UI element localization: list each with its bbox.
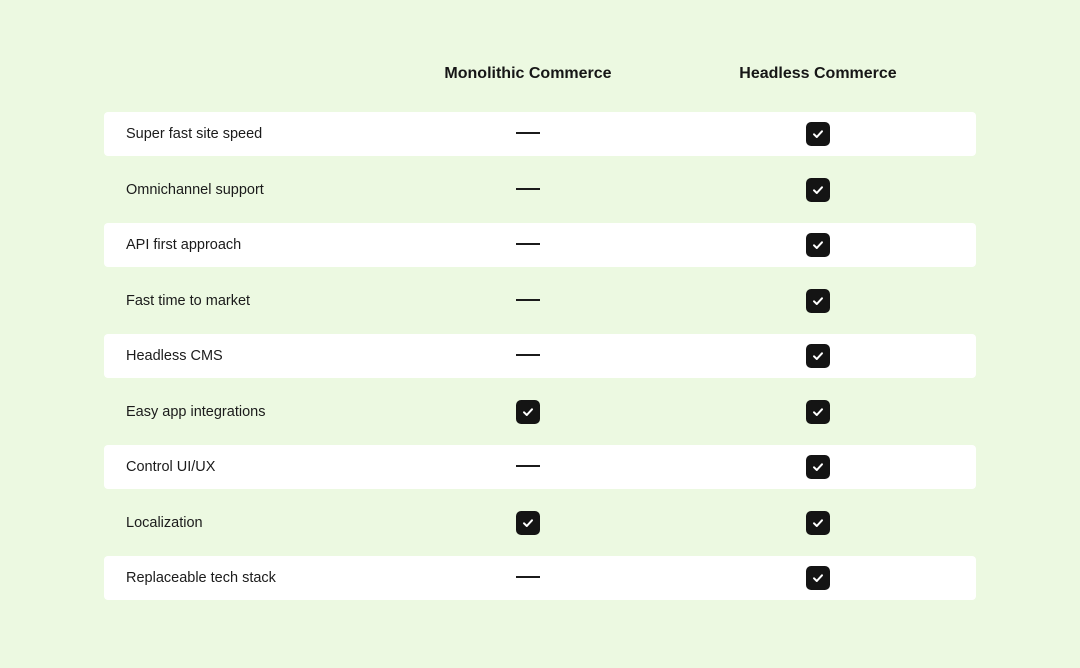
checkmark-icon xyxy=(806,122,830,146)
table-row xyxy=(104,112,976,156)
comparison-table xyxy=(104,0,976,612)
feature-label: Control UI/UX xyxy=(126,459,216,475)
cell-monolithic xyxy=(508,334,548,378)
feature-label: Replaceable tech stack xyxy=(126,570,276,586)
checkmark-icon xyxy=(806,233,830,257)
cell-headless xyxy=(798,112,838,156)
checkmark-icon xyxy=(516,511,540,535)
cell-monolithic xyxy=(508,501,548,545)
cell-monolithic xyxy=(508,279,548,323)
dash-icon xyxy=(516,188,540,190)
dash-icon xyxy=(516,243,540,245)
dash-icon xyxy=(516,576,540,578)
checkmark-icon xyxy=(516,400,540,424)
cell-headless xyxy=(798,223,838,267)
feature-label: Headless CMS xyxy=(126,348,223,364)
cell-monolithic xyxy=(508,168,548,212)
cell-monolithic xyxy=(508,445,548,489)
table-row xyxy=(104,279,976,323)
cell-headless xyxy=(798,445,838,489)
feature-label: Omnichannel support xyxy=(126,181,264,198)
column-header-monolithic: Monolithic Commerce xyxy=(444,65,612,82)
cell-headless xyxy=(798,556,838,600)
checkmark-icon xyxy=(806,344,830,368)
cell-headless xyxy=(798,168,838,212)
table-row xyxy=(104,501,976,545)
table-row xyxy=(104,334,976,378)
dash-icon xyxy=(516,465,540,467)
checkmark-icon xyxy=(806,566,830,590)
dash-icon xyxy=(516,354,540,356)
table-row xyxy=(104,445,976,489)
checkmark-icon xyxy=(806,289,830,313)
table-row xyxy=(104,168,976,212)
dash-icon xyxy=(516,132,540,134)
column-header-headless: Headless Commerce xyxy=(739,65,897,82)
cell-monolithic xyxy=(508,390,548,434)
checkmark-icon xyxy=(806,511,830,535)
table-header xyxy=(104,0,976,112)
feature-label: Localization xyxy=(126,514,203,531)
cell-monolithic xyxy=(508,223,548,267)
table-body xyxy=(104,112,976,600)
table-row xyxy=(104,390,976,434)
cell-headless xyxy=(798,279,838,323)
cell-monolithic xyxy=(508,556,548,600)
checkmark-icon xyxy=(806,455,830,479)
feature-label: Super fast site speed xyxy=(126,126,263,142)
checkmark-icon xyxy=(806,178,830,202)
checkmark-icon xyxy=(806,400,830,424)
feature-label: API first approach xyxy=(126,237,242,253)
feature-label: Easy app integrations xyxy=(126,403,266,420)
table-row xyxy=(104,223,976,267)
dash-icon xyxy=(516,299,540,301)
cell-headless xyxy=(798,501,838,545)
cell-headless xyxy=(798,334,838,378)
cell-headless xyxy=(798,390,838,434)
feature-label: Fast time to market xyxy=(126,292,251,309)
cell-monolithic xyxy=(508,112,548,156)
table-row xyxy=(104,556,976,600)
